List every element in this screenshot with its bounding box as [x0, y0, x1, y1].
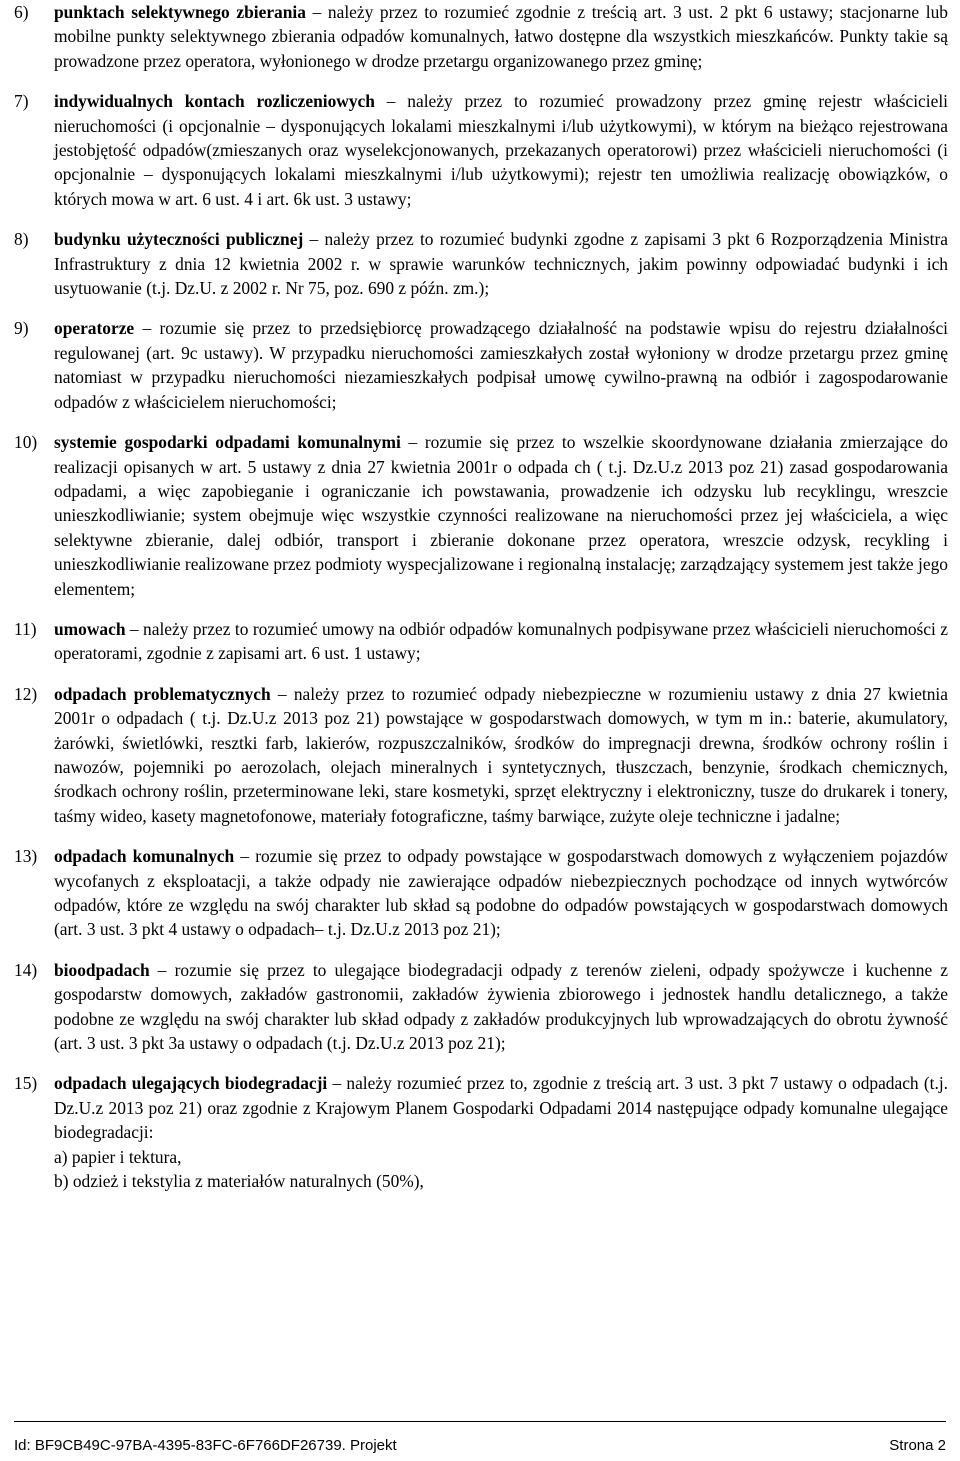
item-text — [54, 617, 948, 666]
page-number: Strona 2 — [889, 1437, 946, 1454]
item-text — [54, 316, 948, 414]
definition-text: – należy przez to rozumieć prowadzony przez gminę rejestr właścicieli nieruchomości (i opcjonalnie – dysponujących lokalami mieszkalnymi i/lub użytkowymi), w którym na bieżąco rejestrowana jestobjętość odpadów(zmieszanych oraz wyselekcjonowanych, przekazanych operatorowi) przez właścicieli nieruchomości (i opcjonalnie – dysponujących lokalami mieszkalnymi i/lub użytkowymi); rejestr ten umożliwia realizację obowiązków, o których mowa w art. 6 ust. 4 i art. 6k ust. 3 ustawy; — [54, 91, 948, 209]
item-text — [54, 682, 948, 828]
item-text — [54, 958, 948, 1056]
item-text — [54, 430, 948, 601]
definition-item-12 — [14, 682, 948, 828]
definition-text: – rozumie się przez to wszelkie skoordynowane działania zmierzające do realizacji opisanych w art. 5 ustawy z dnia 27 kwietnia 2001r o odpada ch ( t.j. Dz.U.z 2013 poz 21) zasad gospodarowania odpadami, a więc zapobieganie i ograniczanie ich powstawania, prowadzenie ich odzysku lub recyklingu, wreszcie unieszkodliwianie; system obejmuje więc wszystkie czynności realizowane na nieruchomości przez jej właściciela, a więc selektywne zbieranie, dalej odbiór, transport i zbieranie dokonane przez operatora, wreszcie odzysk, recykling i unieszkodliwianie realizowane przez podmioty wyspecjalizowane i regionalną instalację; zarządzający systemem jest także jego elementem; — [54, 432, 948, 599]
definition-item-13 — [14, 844, 948, 942]
item-number: 13) — [14, 846, 38, 867]
defined-term: odpadach ulegających biodegradacji — [54, 1073, 328, 1094]
sub-item-b: b) odzież i tekstylia z materiałów naturalnych (50%), — [54, 1171, 424, 1192]
defined-term: indywidualnych kontach rozliczeniowych — [54, 91, 375, 112]
definition-item-11 — [14, 617, 948, 666]
definition-item-8 — [14, 227, 948, 300]
defined-term: umowach — [54, 618, 126, 639]
definition-item-9 — [14, 316, 948, 414]
definition-item-6 — [14, 0, 948, 73]
definition-item-15 — [14, 1071, 948, 1193]
definition-text: – należy przez to rozumieć umowy na odbiór odpadów komunalnych podpisywane przez właścicieli nieruchomości z operatorami, zgodnie z zapisami art. 6 ust. 1 ustawy; — [54, 618, 948, 664]
defined-term: budynku użyteczności publicznej — [54, 229, 304, 250]
sub-item-a: a) papier i tektura, — [54, 1146, 182, 1167]
definition-text: – należy przez to rozumieć zgodnie z treścią art. 3 ust. 2 pkt 6 ustawy; stacjonarne lub mobilne punkty selektywnego zbierania odpadów komunalnych, łatwo dostępne dla wszystkich mieszkańców. Punkty takie są prowadzone przez operatora, wyłonionego w drodze przetargu organizowanego przez gminę; — [54, 2, 948, 71]
item-text — [54, 227, 948, 300]
item-number: 15) — [14, 1073, 38, 1094]
defined-term: systemie gospodarki odpadami komunalnymi — [54, 432, 401, 453]
item-text — [54, 0, 948, 73]
definition-item-14 — [14, 958, 948, 1056]
item-number: 9) — [14, 318, 29, 339]
definition-text: – rozumie się przez to ulegające biodegradacji odpady z terenów zieleni, odpady spożywcze i kuchenne z gospodarstw domowych, zakładów gastronomii, zakładów żywienia zbiorowego i jednostek handlu detalicznego, a także podobne ze względu na swój charakter lub skład odpady z zakładów produkcyjnych lub wprowadzających do obrotu żywność (art. 3 ust. 3 pkt 3a ustawy o odpadach (t.j. Dz.U.z 2013 poz 21); — [54, 959, 948, 1054]
document-id: Id: BF9CB49C-97BA-4395-83FC-6F766DF26739. Projekt — [14, 1437, 397, 1454]
definition-text: – należy przez to rozumieć odpady niebezpieczne w rozumieniu ustawy z dnia 27 kwietnia 2001r o odpadach ( t.j. Dz.U.z 2013 poz 21) powstające w gospodarstwach domowych, w tym m in.: baterie, akumulatory, żarówki, świetlówki, resztki farb, lakierów, rozpuszczalników, środków do impregnacji drewna, środków ochrony roślin i nawozów, pojemniki po aerozolach, olejach mineralnych i syntetycznych, tłuszczach, benzynie, środkach chemicznych, środkach ochrony roślin, przeterminowane leki, stare kosmetyki, sprzęt elektryczny i elektroniczny, tusze do drukarek i tonery, taśmy wideo, kasety magnetofonowe, materiały fotograficzne, taśmy barwiące, zużyte oleje techniczne i jadalne; — [54, 683, 948, 826]
defined-term: bioodpadach — [54, 959, 150, 980]
item-text — [54, 89, 948, 211]
item-number: 14) — [14, 959, 38, 980]
defined-term: odpadach problematycznych — [54, 683, 271, 704]
item-text — [54, 1071, 948, 1144]
page-footer — [14, 1421, 946, 1454]
definition-text: – rozumie się przez to odpady powstające w gospodarstwach domowych z wyłączeniem pojazdów wycofanych z eksploatacji, a także odpady nie zawierające odpadów niebezpiecznych pochodzące od innych wytwórców odpadów, które ze względu na swój charakter lub skład są podobne do odpadów powstających w gospodarstwach domowych (art. 3 ust. 3 pkt 4 ustawy o odpadach– t.j. Dz.U.z 2013 poz 21); — [54, 846, 948, 940]
definition-text: – należy rozumieć przez to, zgodnie z treścią art. 3 ust. 3 pkt 7 ustawy o odpadach (t.j. Dz.U.z 2013 poz 21) oraz zgodnie z Krajowym Planem Gospodarki Odpadami 2014 następujące odpady komunalne ulegające biodegradacji: — [54, 1073, 948, 1143]
defined-term: punktach selektywnego zbierania — [54, 2, 306, 22]
item-number: 7) — [14, 91, 29, 112]
defined-term: odpadach komunalnych — [54, 846, 235, 867]
definition-item-7 — [14, 89, 948, 211]
item-number: 12) — [14, 683, 38, 704]
item-number: 6) — [14, 2, 29, 22]
definition-item-10 — [14, 430, 948, 601]
definition-text: – należy przez to rozumieć budynki zgodne z zapisami 3 pkt 6 Rozporządzenia Ministra Infrastruktury z dnia 12 kwietnia 2002 r. w sprawie warunków technicznych, jakim powinny odpowiadać budynki i ich usytuowanie (t.j. Dz.U. z 2002 r. Nr 75, poz. 690 z późn. zm.); — [54, 229, 948, 299]
item-number: 10) — [14, 432, 38, 453]
defined-term: operatorze — [54, 318, 135, 339]
item-number: 8) — [14, 229, 29, 250]
definitions-list — [14, 0, 948, 1209]
definition-text: – rozumie się przez to przedsiębiorcę prowadzącego działalność na podstawie wpisu do rejestru działalności regulowanej (art. 9c ustawy). W przypadku nieruchomości zamieszkałych został wyłoniony w drodze przetargu przez gminę natomiast w przypadku nieruchomości niezamieszkałych podpisał umowę cywilno-prawną na odbiór i zagospodarowanie odpadów z właścicielem nieruchomości; — [54, 318, 948, 412]
item-number: 11) — [14, 618, 37, 639]
item-text — [54, 844, 948, 942]
